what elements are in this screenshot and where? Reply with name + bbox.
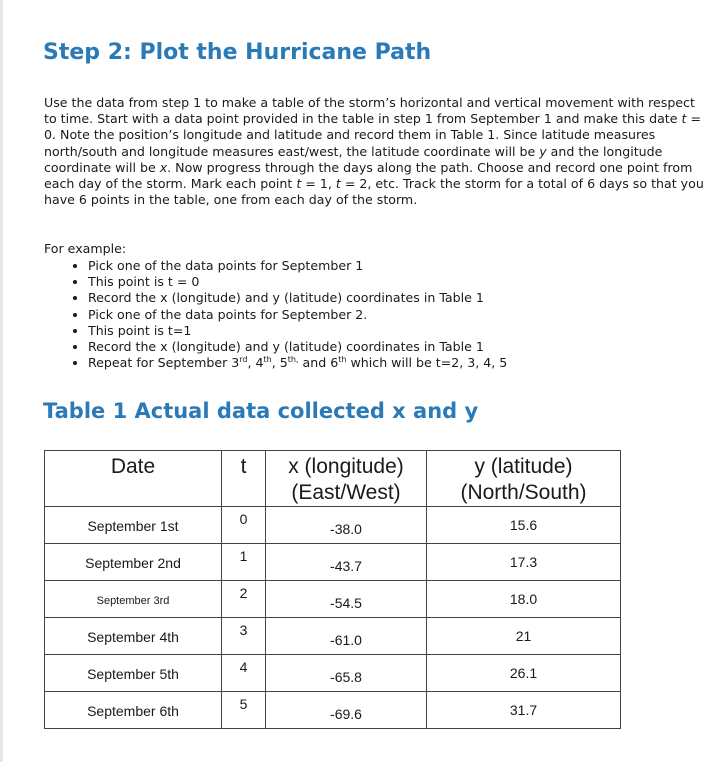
date-cell: September 2nd [45, 544, 222, 581]
header-y-line1: y (latitude) [474, 455, 573, 478]
list-item [88, 355, 507, 371]
ordinal-suffix: th, [287, 355, 299, 365]
table-row [45, 655, 621, 692]
y-cell: 17.3 [427, 544, 621, 581]
x-cell: -65.8 [266, 655, 427, 692]
header-date: Date [45, 451, 222, 507]
intro-text: . Now progress through the days along the path. Choose and record one point from each day of the storm. Mark each point [44, 159, 693, 192]
page-edge [0, 0, 3, 762]
table-title: Table 1 Actual data collected x and y [43, 399, 479, 423]
intro-text: Use the data from step 1 to make a table of the storm’s horizontal and vertical movement with respect to time. Start with a data point provided in the table in step 1 from September 1 and make this date [44, 95, 695, 127]
bullet-text: Repeat for September 3 [88, 355, 240, 371]
header-t: t [222, 451, 266, 507]
page-title: Step 2: Plot the Hurricane Path [43, 40, 432, 65]
ordinal-suffix: rd [239, 355, 248, 365]
y-cell: 31.7 [427, 692, 621, 729]
t-cell: 2 [222, 581, 266, 618]
list-item: • Record the x (longitude) and y (latitude) coordinates in Table 1 [88, 290, 507, 306]
date-cell: September 3rd [45, 581, 222, 618]
y-cell: 15.6 [427, 507, 621, 544]
data-table [44, 450, 621, 729]
header-y [427, 451, 621, 507]
intro-var-y: y [539, 143, 547, 159]
intro-var-t: t [681, 111, 687, 127]
x-cell: -43.7 [266, 544, 427, 581]
date-cell: September 6th [45, 692, 222, 729]
table-row [45, 692, 621, 729]
x-cell: -54.5 [266, 581, 427, 618]
bullet-text: which will be t=2, 3, 4, 5 [346, 355, 508, 371]
header-x-line1: x (longitude) [288, 455, 404, 478]
table-row [45, 507, 621, 544]
table-row [45, 618, 621, 655]
intro-text: = 0. Note the position’s longitude and latitude and record them in Table 1. Since latitude measures north/south and longitude measures east/west, the latitude coordinate will be [44, 111, 702, 159]
bullet-text: and 6 [298, 355, 339, 371]
t-cell: 1 [222, 544, 266, 581]
intro-text: = 1, [301, 176, 336, 192]
intro-text: and the longitude coordinate will be [44, 143, 663, 175]
list-item: • This point is t = 0 [88, 274, 507, 290]
date-cell: September 1st [45, 507, 222, 544]
bullet-text: , 4 [247, 355, 264, 371]
list-item: • Record the x (longitude) and y (latitude) coordinates in Table 1 [88, 339, 507, 355]
list-item: • This point is t=1 [88, 323, 507, 339]
list-item: • Pick one of the data points for September 1 [88, 258, 507, 274]
intro-var-t: t [296, 176, 302, 192]
x-cell: -38.0 [266, 507, 427, 544]
y-cell: 26.1 [427, 655, 621, 692]
y-cell: 21 [427, 618, 621, 655]
table-row [45, 544, 621, 581]
ordinal-suffix: th [263, 355, 272, 365]
bullet-text: , 5 [271, 355, 288, 371]
t-cell: 0 [222, 507, 266, 544]
header-x [266, 451, 427, 507]
instructions-paragraph [44, 95, 709, 208]
intro-text: = 2, etc. Track the storm for a total of 6 days so that you have 6 points in the table, one from each day of the storm. [44, 176, 704, 208]
date-cell: September 5th [45, 655, 222, 692]
table-header-row [45, 451, 621, 507]
x-cell: -61.0 [266, 618, 427, 655]
header-y-line2: (North/South) [460, 481, 587, 504]
intro-var-t: t [335, 176, 341, 192]
list-item: • Pick one of the data points for September 2. [88, 307, 507, 323]
t-cell: 4 [222, 655, 266, 692]
x-cell: -69.6 [266, 692, 427, 729]
example-label: For example: [44, 241, 127, 256]
example-steps-list [44, 258, 507, 371]
header-x-line2: (East/West) [291, 481, 401, 504]
intro-var-x: x [159, 159, 168, 175]
table-row [45, 581, 621, 618]
t-cell: 3 [222, 618, 266, 655]
date-cell: September 4th [45, 618, 222, 655]
y-cell: 18.0 [427, 581, 621, 618]
ordinal-suffix: th [338, 355, 347, 365]
t-cell: 5 [222, 692, 266, 729]
